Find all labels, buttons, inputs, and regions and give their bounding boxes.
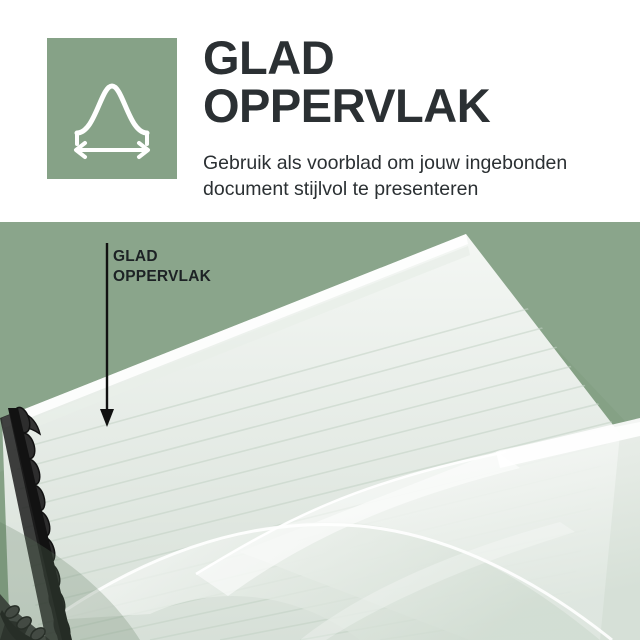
page-title (203, 31, 623, 132)
header-band (0, 0, 640, 222)
page-subtitle: Gebruik als voorblad om jouw ingebonden document stijlvol te presenteren (203, 152, 568, 200)
page-title-line-1: GLAD (203, 31, 335, 84)
product-photo (0, 222, 640, 640)
badge-tile (47, 38, 177, 179)
callout-label (113, 247, 211, 287)
page-title-line-2: OPPERVLAK (203, 78, 491, 132)
callout-label-line-1: GLAD (113, 248, 158, 265)
photo-shadow (0, 222, 640, 640)
smooth-surface-icon (47, 38, 177, 179)
callout-label-line-2: OPPERVLAK (113, 267, 211, 285)
